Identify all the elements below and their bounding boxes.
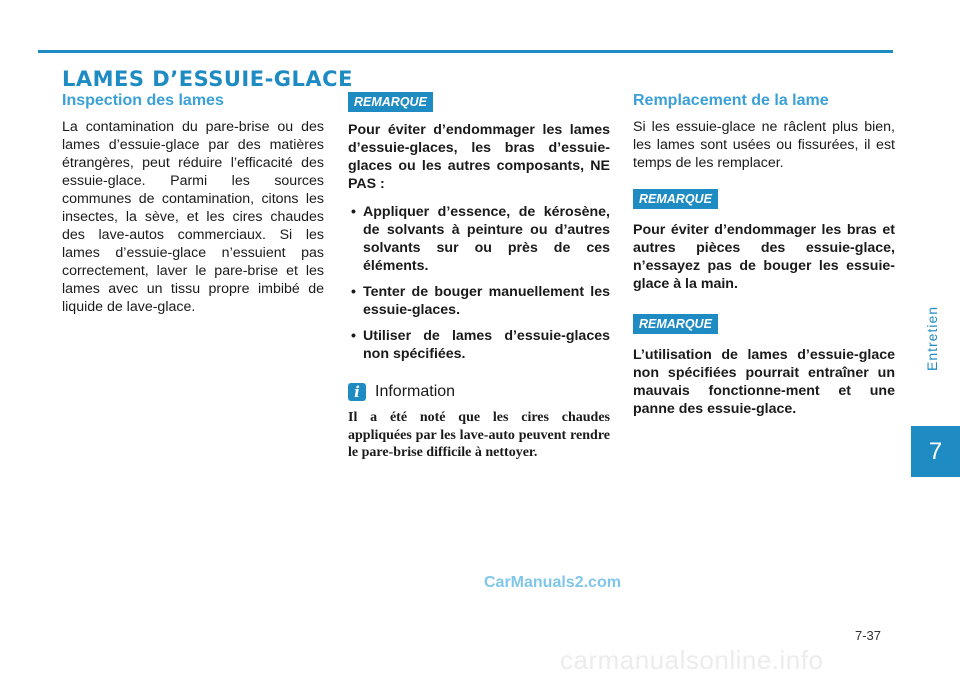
heading-remplacement: Remplacement de la lame [633,92,829,109]
footer-watermark: carmanualsonline.info [560,645,824,675]
heading-inspection: Inspection des lames [62,92,224,109]
column-remarque [348,92,610,462]
remarque-badge: REMARQUE [633,314,718,334]
top-rule [38,50,893,53]
watermark-link[interactable]: CarManuals2.com [484,574,621,591]
page-number: 7-37 [855,628,882,643]
chapter-label: Entretien [924,305,940,371]
remarque-block-2 [633,314,895,334]
remarque-intro: Pour éviter d’endommager les lames d’essuie-glaces, les bras d’essuie-glaces ou les autres composants, NE PAS : [348,122,610,192]
remarque-block-1 [633,189,895,209]
column-remplacement [633,92,895,418]
information-title: Information [375,383,456,400]
remarque-note-1: Pour éviter d’endommager les bras et autres pièces des essuie-glace, n’essayez pas de bouger les essuie-glace à la main. [633,222,895,292]
information-header [348,383,610,401]
column-inspection [62,92,324,316]
list-item: • Utiliser de lames d’essuie-glaces non spécifiées. [348,327,610,363]
section-title: LAMES D’ESSUIE-GLACE [62,67,353,91]
info-icon: i [348,383,366,401]
remplacement-paragraph: Si les essuie-glace ne râclent plus bien, les lames sont usées ou fissurées, il est temps de les remplacer. [633,119,895,171]
inspection-paragraph: La contamination du pare-brise ou des lames d’essuie-glace par des matières étrangères, peut réduire l’efficacité des essuie-glace. Parmi les sources communes de contamination, citons les insectes, la sève, et les cires chaudes des lave-autos commerciaux. Si les lames d’essuie-glace n’essuient pas correctement, laver le pare-brise et les lames avec un tissu propre imbibé de liquide de lave-glace. [62,119,324,315]
list-item: • Appliquer d’essence, de kérosène, de solvants à peinture ou d’autres solvants sur ou près de ces éléments. [348,203,610,275]
remarque-list [348,203,610,363]
remarque-badge: REMARQUE [348,92,433,112]
chapter-number-tab: 7 [911,426,960,477]
remarque-note-2: L’utilisation de lames d’essuie-glace non spécifiées pourrait entraîner un mauvais fonctionne-ment et une panne des essuie-glace. [633,347,895,417]
information-text: Il a été noté que les cires chaudes appliquées par les lave-auto peuvent rendre le pare-brise difficile à nettoyer. [348,410,610,460]
remarque-badge: REMARQUE [633,189,718,209]
list-item: • Tenter de bouger manuellement les essuie-glaces. [348,283,610,319]
